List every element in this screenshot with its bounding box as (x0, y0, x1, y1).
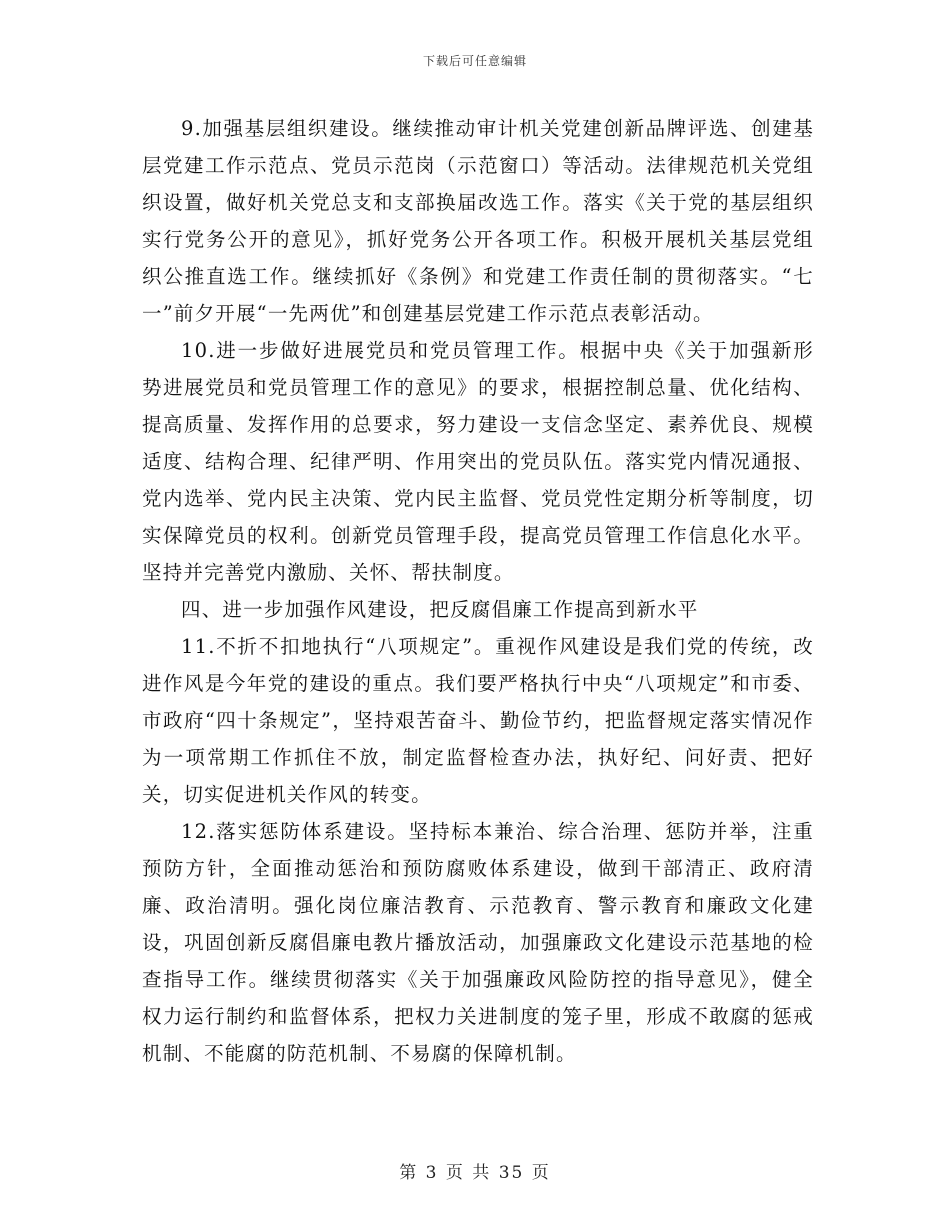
section-heading-4: 四、进一步加强作风建设，把反腐倡廉工作提高到新水平 (181, 598, 699, 621)
document-body (142, 110, 814, 1072)
page-header: 下载后可任意编辑 (422, 54, 527, 68)
paragraph-item-9: 9.加强基层组织建设。继续推动审计机关党建创新品牌评选、创建基层党建工作示范点、党员示范岗（示范窗口）等活动。法律规范机关党组织设置，做好机关党总支和支部换届改选工作。落实《关于党的基层组织实行党务公开的意见》，抓好党务公开各项工作。积极开展机关基层党组织公推直选工作。继续抓好《条例》和党建工作责任制的贯彻落实。“七一”前夕开展“一先两优”和创建基层党建工作示范点表彰活动。 (142, 117, 814, 325)
paragraph-item-10: 10.进一步做好进展党员和党员管理工作。根据中央《关于加强新形势进展党员和党员管理工作的意见》的要求，根据控制总量、优化结构、提高质量、发挥作用的总要求，努力建设一支信念坚定、素养优良、规模适度、结构合理、纪律严明、作用突出的党员队伍。落实党内情况通报、党内选举、党内民主决策、党内民主监督、党员党性定期分析等制度，切实保障党员的权利。创新党员管理手段，提高党员管理工作信息化水平。坚持并完善党内激励、关怀、帮扶制度。 (142, 339, 814, 584)
paragraph-item-11: 11.不折不扣地执行“八项规定”。重视作风建设是我们党的传统，改进作风是今年党的建设的重点。我们要严格执行中央“八项规定”和市委、市政府“四十条规定”，坚持艰苦奋斗、勤俭节约，把监督规定落实情况作为一项常期工作抓住不放，制定监督检查办法，执好纪、问好责、把好关，切实促进机关作风的转变。 (142, 635, 814, 806)
paragraph-item-12: 12.落实惩防体系建设。坚持标本兼治、综合治理、惩防并举，注重预防方针，全面推动惩治和预防腐败体系建设，做到干部清正、政府清廉、政治清明。强化岗位廉洁教育、示范教育、警示教育和廉政文化建设，巩固创新反腐倡廉电教片播放活动，加强廉政文化建设示范基地的检查指导工作。继续贯彻落实《关于加强廉政风险防控的指导意见》，健全权力运行制约和监督体系，把权力关进制度的笼子里，形成不敢腐的惩戒机制、不能腐的防范机制、不易腐的保障机制。 (142, 820, 814, 1065)
page-footer: 第 3 页 共 35 页 (399, 1163, 551, 1183)
